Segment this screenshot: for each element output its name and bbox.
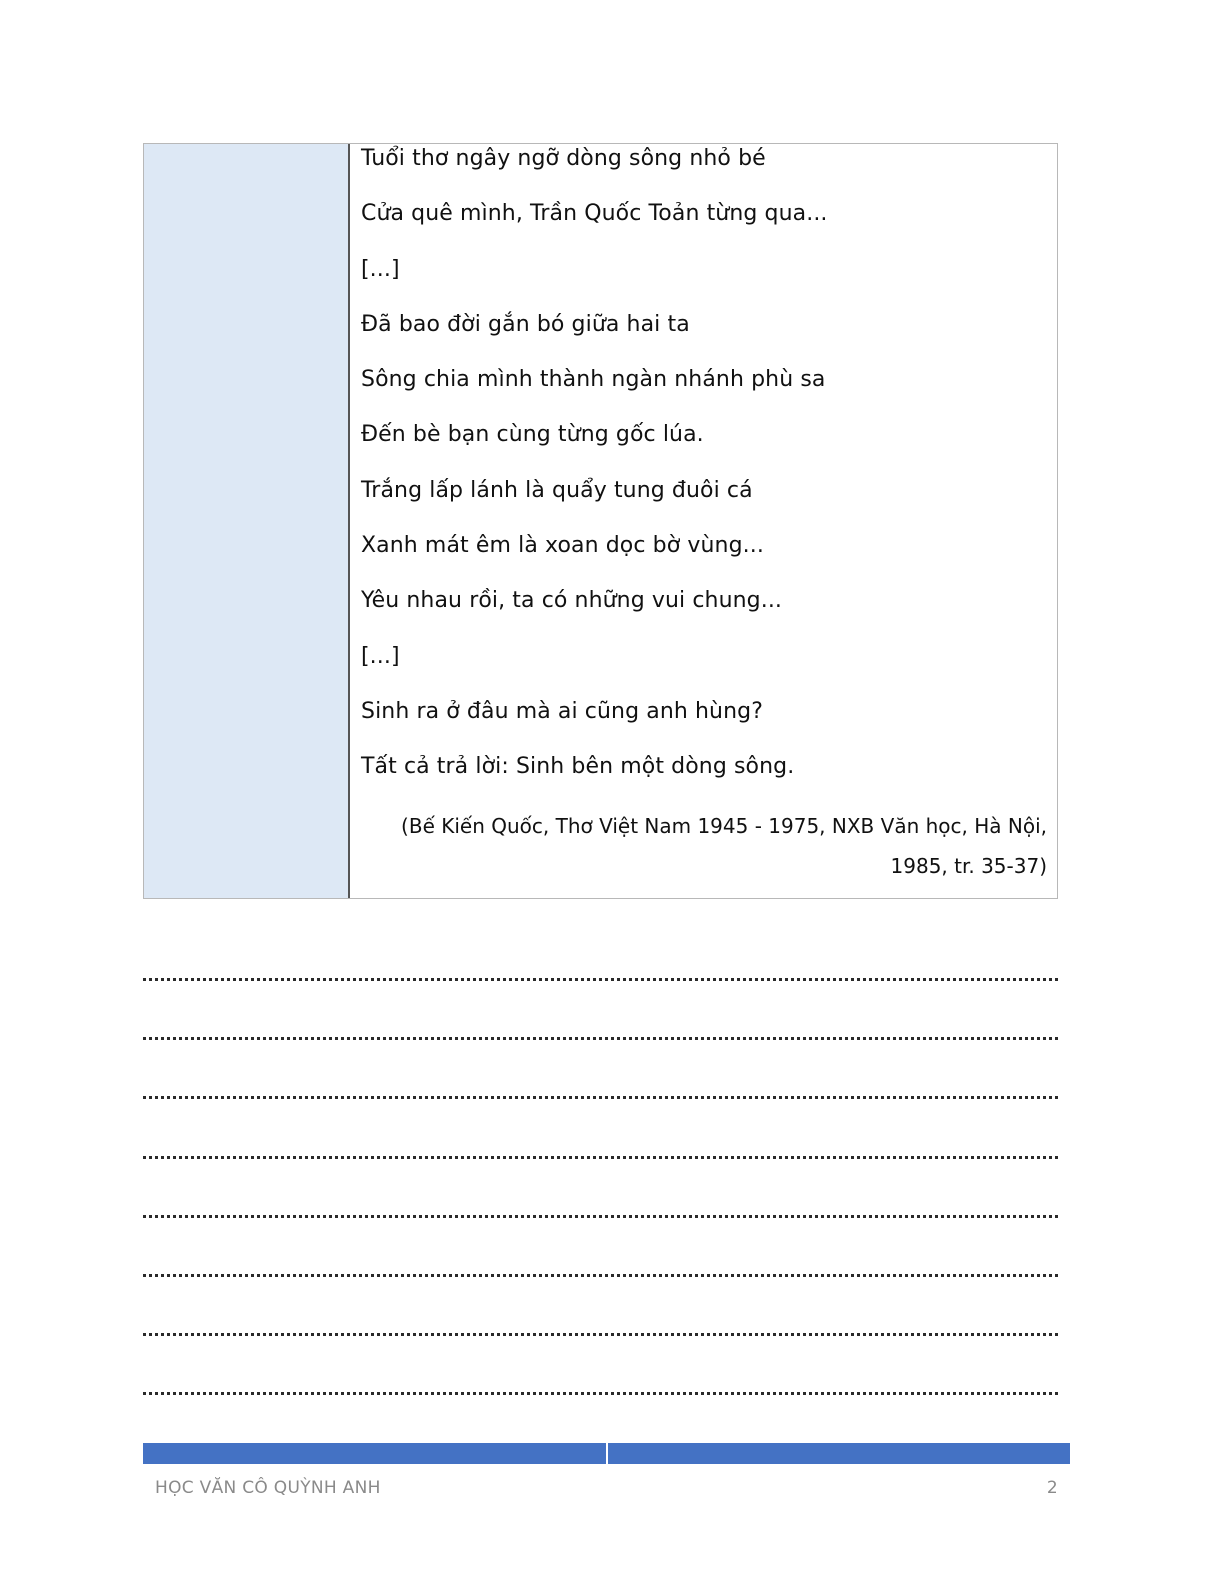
poem-line: Tất cả trả lời: Sinh bên một dòng sông. bbox=[361, 754, 795, 779]
answer-dotted-line[interactable] bbox=[143, 1037, 1058, 1040]
poem-line: Đã bao đời gắn bó giữa hai ta bbox=[361, 312, 690, 337]
poem-source-citation: (Bế Kiến Quốc, Thơ Việt Nam 1945 - 1975, NXB Văn học, Hà Nội, 1985, tr. 35-37) bbox=[401, 814, 1047, 878]
answer-dotted-line[interactable] bbox=[143, 1392, 1058, 1395]
poem-line: [...] bbox=[361, 644, 400, 669]
poem-table bbox=[143, 143, 1058, 899]
footer-title: HỌC VĂN CÔ QUỲNH ANH bbox=[155, 1478, 381, 1498]
answer-dotted-line[interactable] bbox=[143, 1096, 1058, 1099]
poem-line: Sinh ra ở đâu mà ai cũng anh hùng? bbox=[361, 699, 763, 724]
answer-dotted-line[interactable] bbox=[143, 1274, 1058, 1277]
poem-line: Đến bè bạn cùng từng gốc lúa. bbox=[361, 422, 704, 447]
poem-line: [...] bbox=[361, 257, 400, 282]
answer-dotted-line[interactable] bbox=[143, 1156, 1058, 1159]
poem-line: Yêu nhau rồi, ta có những vui chung... bbox=[361, 588, 783, 613]
poem-table-body bbox=[350, 144, 1057, 898]
poem-line: Cửa quê mình, Trần Quốc Toản từng qua... bbox=[361, 201, 828, 226]
poem-line: Sông chia mình thành ngàn nhánh phù sa bbox=[361, 367, 826, 392]
page-number: 2 bbox=[1046, 1478, 1058, 1498]
answer-dotted-line[interactable] bbox=[143, 1215, 1058, 1218]
poem-line: Xanh mát êm là xoan dọc bờ vùng... bbox=[361, 533, 764, 558]
answer-dotted-line[interactable] bbox=[143, 1333, 1058, 1336]
poem-table-side-column bbox=[144, 144, 350, 898]
footer-bar-right bbox=[608, 1443, 1070, 1464]
answer-dotted-line[interactable] bbox=[143, 978, 1058, 981]
footer-bar-left bbox=[143, 1443, 606, 1464]
poem-line: Trắng lấp lánh là quẩy tung đuôi cá bbox=[361, 478, 753, 503]
poem-line: Tuổi thơ ngây ngỡ dòng sông nhỏ bé bbox=[361, 146, 766, 171]
